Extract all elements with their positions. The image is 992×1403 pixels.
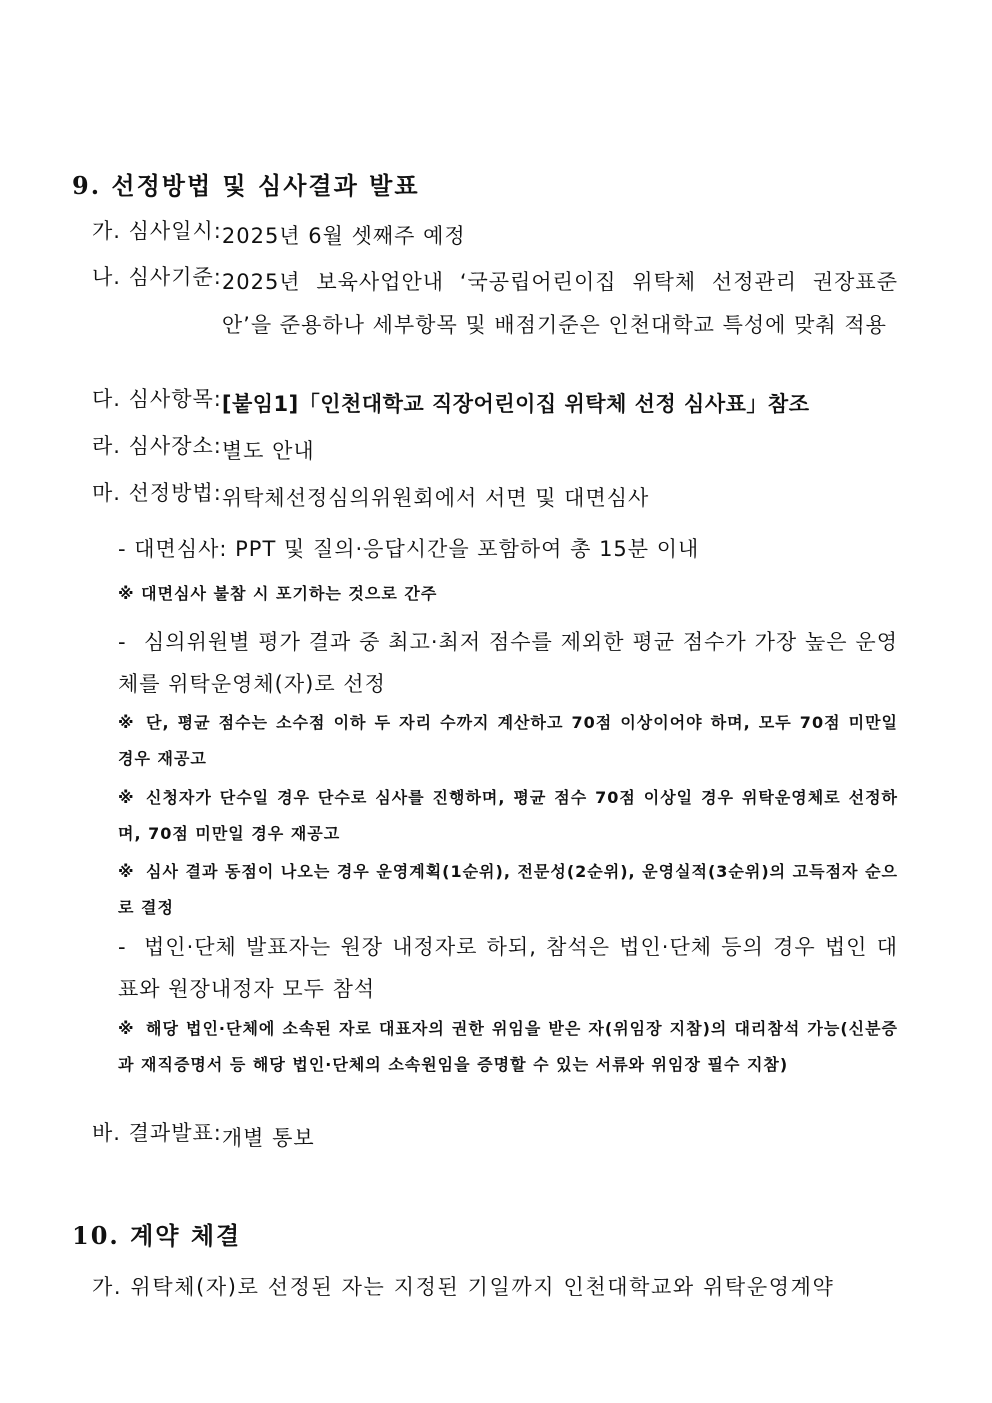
note-tie-break: [118, 854, 898, 926]
note-proxy-attendance: [118, 1011, 898, 1083]
item-value: 별도 안내: [221, 439, 315, 463]
dash-mark: -: [118, 630, 127, 654]
dash-interview: - 대면심사: PPT 및 질의·응답시간을 포함하여 총 15분 이내: [118, 537, 700, 561]
item-label: 라. 심사장소:: [92, 434, 222, 458]
item-da-review-items: [92, 383, 898, 426]
item-label: 다. 심사항목:: [92, 387, 222, 411]
dash-presenter: [118, 926, 898, 1010]
dash-text: 심의위원별 평가 결과 중 최고·최저 점수를 제외한 평균 점수가 가장 높은 운영체를 위탁운영체(자)로 선정: [118, 630, 898, 696]
item-label: 나. 심사기준:: [92, 265, 222, 289]
note-average-score: [118, 705, 898, 777]
item-value: 개별 통보: [221, 1126, 315, 1150]
item-value: 2025년 보육사업안내 ‘국공립어린이집 위탁체 선정관리 권장표준안’을 준용하나 세부항목 및 배점기준은 인천대학교 특성에 맞춰 적용: [221, 270, 898, 337]
section-9-title: 9. 선정방법 및 심사결과 발표: [72, 171, 420, 200]
item-value: 위탁체선정심의위원회에서 서면 및 대면심사: [221, 486, 650, 510]
note-mark: ※: [118, 713, 135, 732]
dash-text: 법인·단체 발표자는 원장 내정자로 하되, 참석은 법인·단체 등의 경우 법인 대표와 원장내정자 모두 참석: [118, 935, 898, 1001]
note-mark: ※: [118, 788, 135, 807]
dash-selection: [118, 621, 898, 705]
item-value: [붙임1]「인천대학교 직장어린이집 위탁체 선정 심사표」참조: [221, 392, 810, 416]
section-10-title: 10. 계약 체결: [72, 1221, 242, 1250]
item-value: 2025년 6월 셋째주 예정: [221, 224, 466, 248]
note-text: 단, 평균 점수는 소수점 이하 두 자리 수까지 계산하고 70점 이상이어야 하며, 모두 70점 미만일 경우 재공고: [118, 713, 898, 768]
item-label: 마. 선정방법:: [92, 481, 222, 505]
note-text: 신청자가 단수일 경우 단수로 심사를 진행하며, 평균 점수 70점 이상일 경우 위탁운영체로 선정하며, 70점 미만일 경우 재공고: [118, 788, 898, 843]
note-text: 해당 법인·단체에 소속된 자로 대표자의 권한 위임을 받은 자(위임장 지참)의 대리참석 가능(신분증과 재직증명서 등 해당 법인·단체의 소속원임을 증명할 수 있는 서류와 위임장 필수 지참): [118, 1019, 898, 1074]
note-mark: ※: [118, 1019, 135, 1038]
item-ba-announcement: [92, 1117, 898, 1160]
note-mark: ※: [118, 862, 135, 881]
item-ma-method: [92, 477, 898, 520]
item-na-criteria: [92, 261, 898, 347]
note-single-applicant: [118, 780, 898, 852]
dash-mark: -: [118, 935, 127, 959]
note-text: 심사 결과 동점이 나오는 경우 운영계획(1순위), 전문성(2순위), 운영실적(3순위)의 고득점자 순으로 결정: [118, 862, 898, 917]
item-ga-contract: 가. 위탁체(자)로 선정된 자는 지정된 기일까지 인천대학교와 위탁운영계약: [92, 1275, 835, 1299]
item-ra-location: [92, 430, 898, 473]
item-label: 바. 결과발표:: [92, 1121, 222, 1145]
note-absence: ※ 대면심사 불참 시 포기하는 것으로 간주: [118, 584, 438, 603]
item-ga-schedule: [92, 215, 898, 258]
item-label: 가. 심사일시:: [92, 219, 222, 243]
